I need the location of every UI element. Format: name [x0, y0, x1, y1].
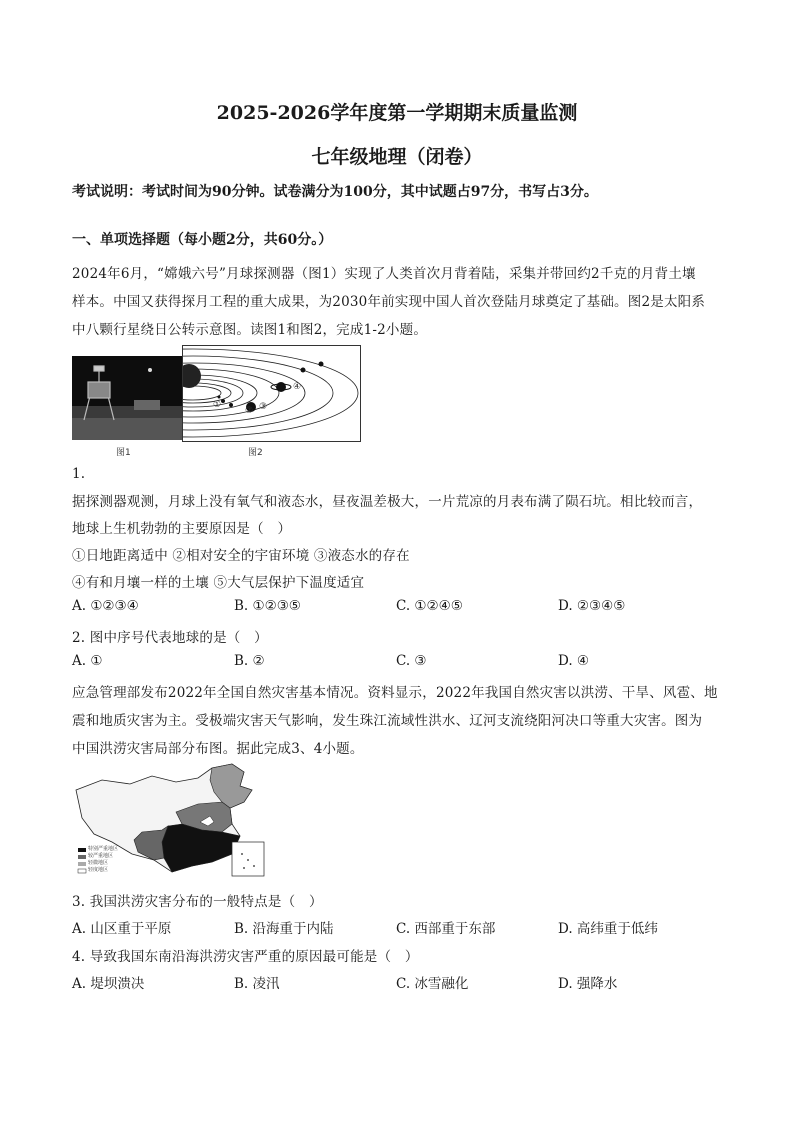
q3-option-a[interactable]: A. 山区重于平原 [72, 921, 172, 937]
q4-option-b[interactable]: B. 凌汛 [234, 976, 280, 992]
passage-line: 2024年6月，“嫦娥六号”月球探测器（图1）实现了人类首次月背着陆，采集并带回约2千克的月背土壤 [72, 266, 696, 282]
question-1-stem: 据探测器观测，月球上没有氧气和液态水，昼夜温差极大，一片荒凉的月表布满了陨石坑。相比较而言， [72, 494, 703, 510]
q2-option-a[interactable]: A. ① [72, 653, 103, 669]
map-legend-item: 轻度地区 [88, 867, 109, 873]
question-2-stem: 2. 图中序号代表地球的是（ ） [72, 630, 268, 646]
figure-1-label: 图1 [116, 448, 131, 458]
q3-option-d[interactable]: D. 高纬重于低纬 [558, 921, 658, 937]
passage-line: 中八颗行星绕日公转示意图。读图1和图2，完成1-2小题。 [72, 322, 428, 338]
section-heading: 一、单项选择题（每小题2分，共60分。） [72, 232, 333, 248]
map-legend-item: 轻微地区 [88, 860, 109, 866]
q2-option-b[interactable]: B. ② [234, 653, 265, 669]
map-legend-item: 较严重地区 [88, 853, 114, 859]
figure-2-label: 图2 [248, 448, 263, 458]
q4-option-a[interactable]: A. 堤坝溃决 [72, 976, 145, 992]
q1-option-c[interactable]: C. ①②④⑤ [396, 598, 463, 614]
lunar-lander-photo [72, 356, 182, 440]
passage-line: 应急管理部发布2022年全国自然灾害基本情况。资料显示，2022年我国自然灾害以洪涝、干旱、风雹、地 [72, 685, 718, 701]
q3-option-b[interactable]: B. 沿海重于内陆 [234, 921, 334, 937]
passage-line: 震和地质灾害为主。受极端灾害天气影响，发生珠江流域性洪水、辽河支流绕阳河决口等重大灾害。图为 [72, 713, 703, 729]
q2-option-d[interactable]: D. ④ [558, 653, 590, 669]
question-1-stem: 地球上生机勃勃的主要原因是（ ） [72, 521, 292, 537]
exam-subtitle: 七年级地理（闭卷） [311, 146, 483, 168]
q1-option-d[interactable]: D. ②③④⑤ [558, 598, 626, 614]
passage-line: 中国洪涝灾害局部分布图。据此完成3、4小题。 [72, 741, 364, 757]
orbit-marker-1: ① [213, 400, 222, 410]
china-flood-map [72, 762, 272, 880]
exam-note: 考试说明：考试时间为90分钟。试卷满分为100分，其中试题占97分，书写占3分。 [72, 184, 598, 200]
question-1-item: ①日地距离适中 ②相对安全的宇宙环境 ③液态水的存在 [72, 548, 410, 564]
q3-option-c[interactable]: C. 西部重于东部 [396, 921, 496, 937]
map-legend-item: 特别严重地区 [88, 846, 119, 852]
question-3-stem: 3. 我国洪涝灾害分布的一般特点是（ ） [72, 894, 323, 910]
passage-line: 样本。中国又获得探月工程的重大成果，为2030年前实现中国人首次登陆月球奠定了基础。图2是太阳系 [72, 294, 706, 310]
q1-option-a[interactable]: A. ①②③④ [72, 598, 139, 614]
orbit-marker-4: ④ [293, 382, 302, 392]
q1-option-b[interactable]: B. ①②③⑤ [234, 598, 301, 614]
orbit-marker-3: ③ [259, 402, 268, 412]
question-4-stem: 4. 导致我国东南沿海洪涝灾害严重的原因最可能是（ ） [72, 949, 419, 965]
question-1-item: ④有和月壤一样的土壤 ⑤大气层保护下温度适宜 [72, 575, 365, 591]
q4-option-d[interactable]: D. 强降水 [558, 976, 618, 992]
orbit-marker-2: ② [245, 406, 254, 416]
q2-option-c[interactable]: C. ③ [396, 653, 427, 669]
q4-option-c[interactable]: C. 冰雪融化 [396, 976, 469, 992]
solar-system-diagram [182, 345, 361, 442]
question-1-number: 1. [72, 466, 86, 482]
exam-title: 2025-2026学年度第一学期期末质量监测 [216, 102, 578, 124]
